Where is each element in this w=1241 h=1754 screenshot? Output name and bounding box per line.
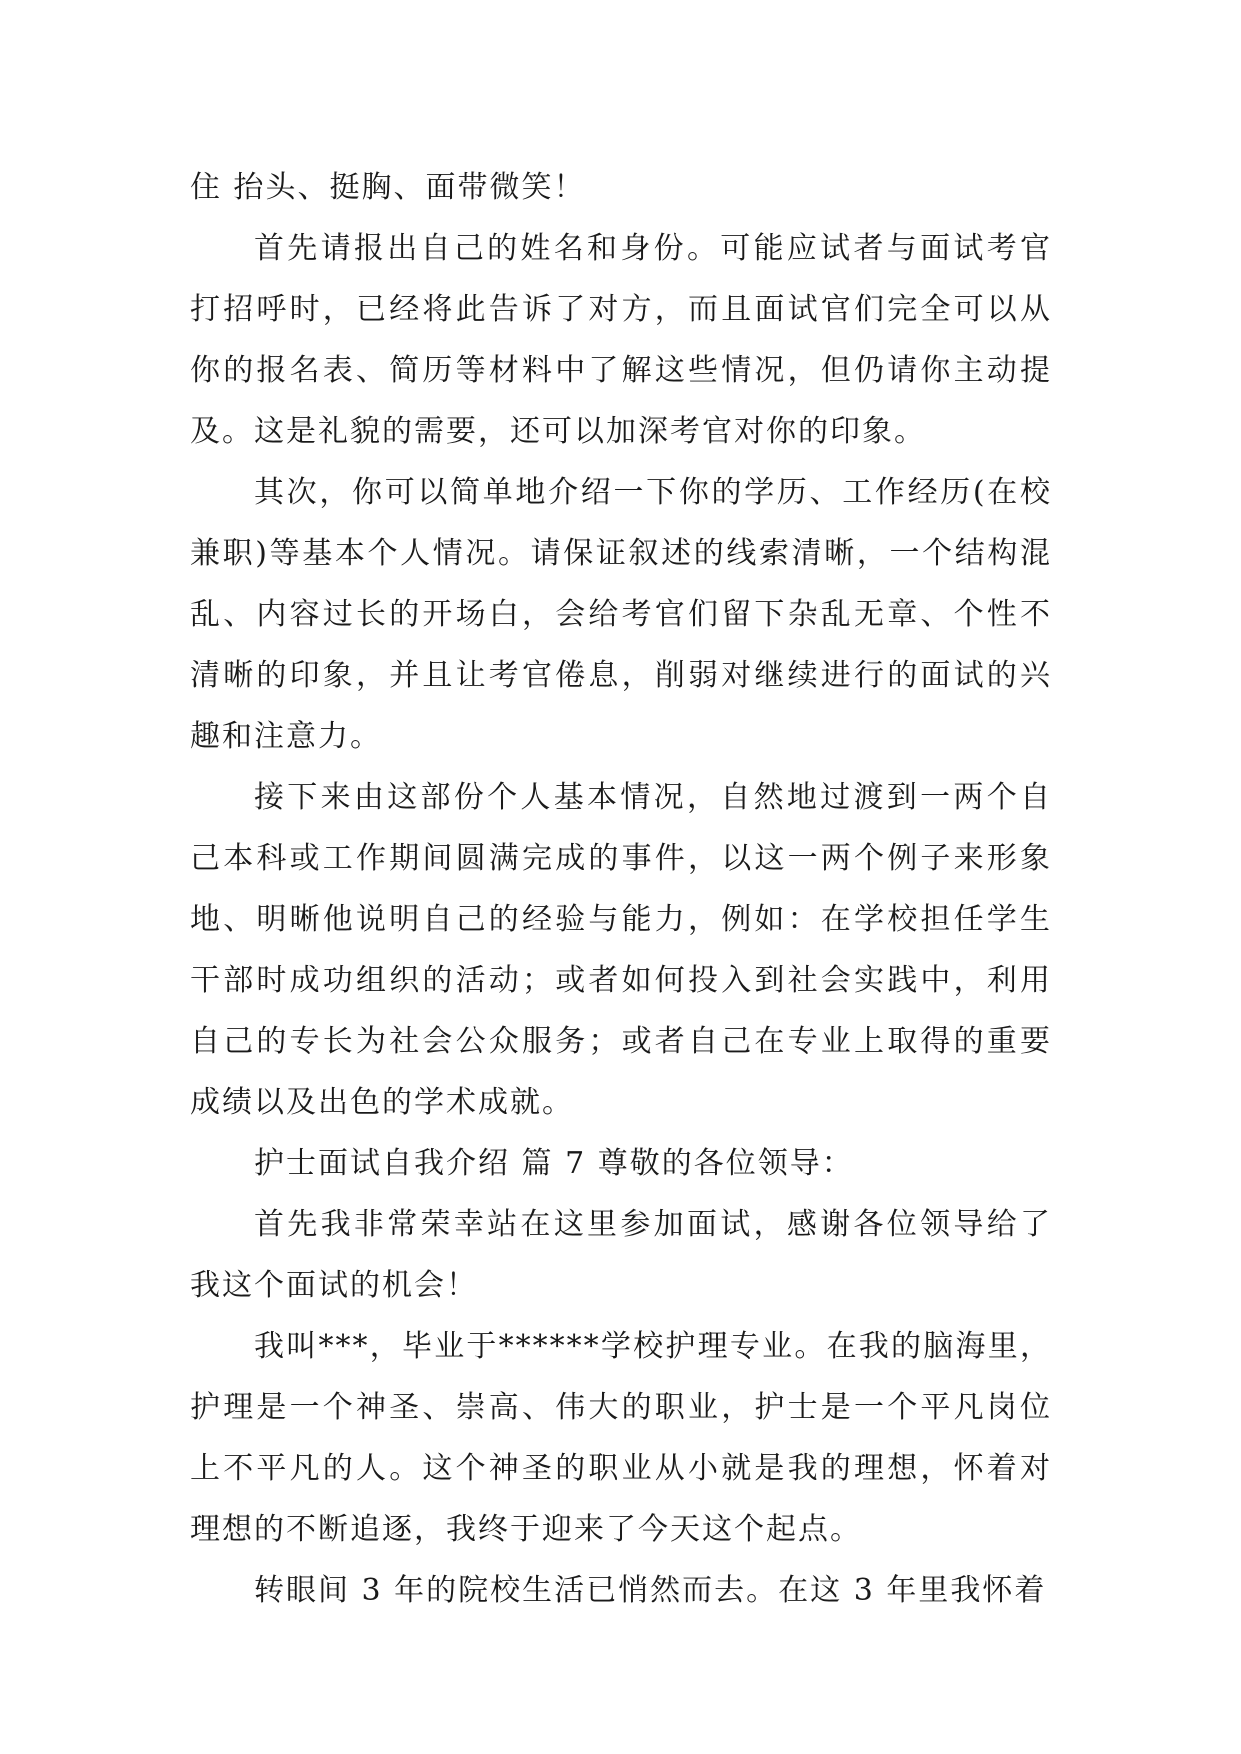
paragraph-8: 转眼间 3 年的院校生活已悄然而去。在这 3 年里我怀着: [254, 1573, 1047, 1608]
paragraph-4: 接下来由这部份个人基本情况，自然地过渡到一两个自己本科或工作期间圆满完成的事件，以这一两个例子来形象地、明晰他说明自己的经验与能力，例如：在学校担任学生干部时成功组织的活动；或者如何投入到社会实践中，利用自己的专长为社会公众服务；或者自己在专业上取得的重要成绩以及出色的学术成就。: [190, 780, 1052, 1120]
paragraph-1: 住 抬头、挺胸、面带微笑！: [190, 170, 586, 205]
section-heading: 护士面试自我介绍 篇 7 尊敬的各位领导：: [254, 1146, 854, 1181]
document-body: [190, 157, 1052, 1621]
paragraph-3: 其次，你可以简单地介绍一下你的学历、工作经历(在校兼职)等基本个人情况。请保证叙述的线索清晰，一个结构混乱、内容过长的开场白，会给考官们留下杂乱无章、个性不清晰的印象，并且让考官倦息，削弱对继续进行的面试的兴趣和注意力。: [190, 475, 1052, 754]
paragraph-6: 首先我非常荣幸站在这里参加面试，感谢各位领导给了我这个面试的机会！: [190, 1207, 1052, 1303]
paragraph-7: 我叫***，毕业于******学校护理专业。在我的脑海里，护理是一个神圣、崇高、伟大的职业，护士是一个平凡岗位上不平凡的人。这个神圣的职业从小就是我的理想，怀着对理想的不断追逐，我终于迎来了今天这个起点。: [190, 1329, 1052, 1547]
paragraph-2: 首先请报出自己的姓名和身份。可能应试者与面试考官打招呼时，已经将此告诉了对方，而且面试官们完全可以从你的报名表、简历等材料中了解这些情况，但仍请你主动提及。这是礼貌的需要，还可以加深考官对你的印象。: [190, 231, 1052, 449]
